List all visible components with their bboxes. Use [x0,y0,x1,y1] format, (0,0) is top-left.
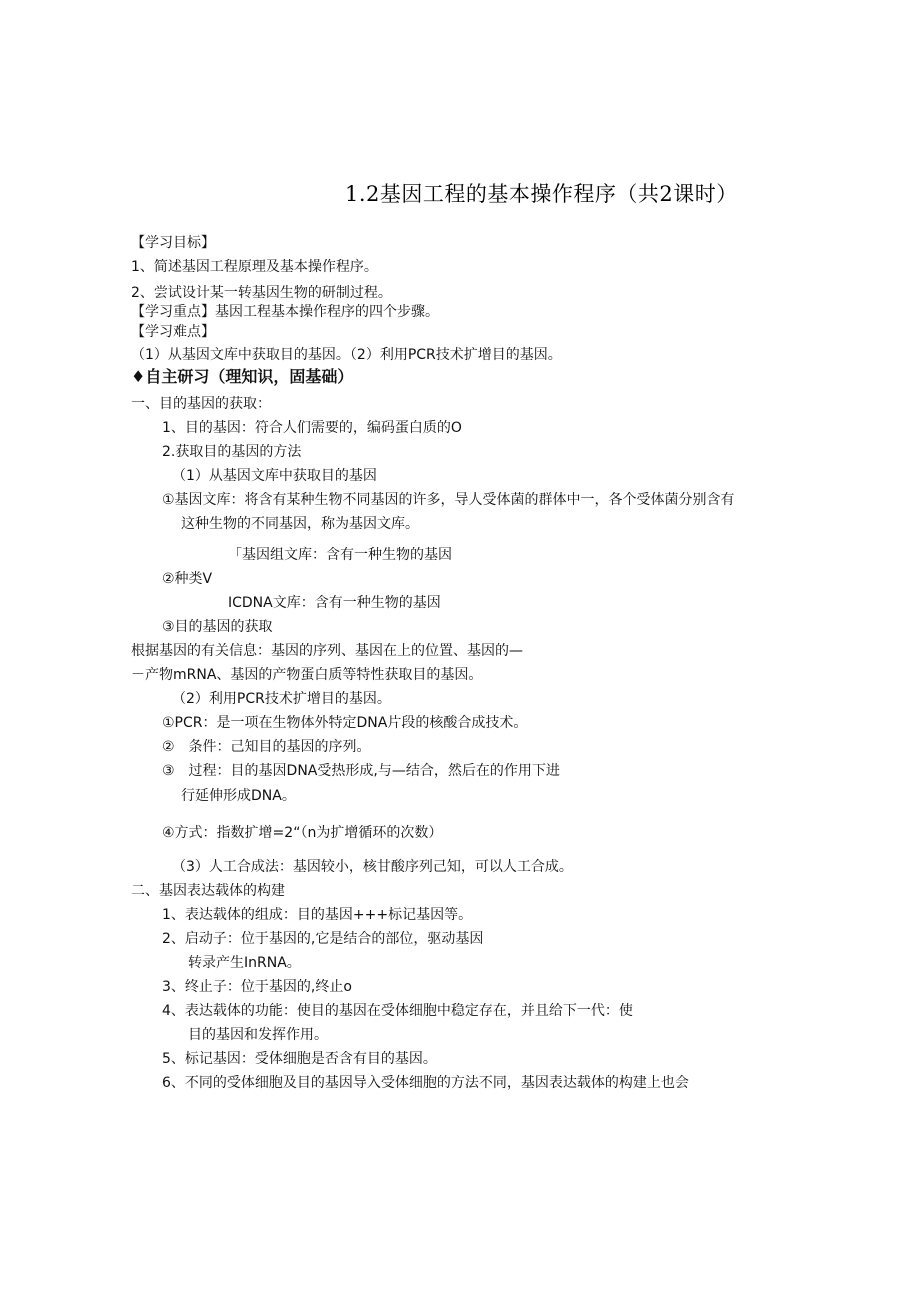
item-target-gene: 1、目的基因：符合人们需要的，编码蛋白质的O [162,420,462,436]
pcr-conditions: ② 条件：己知目的基因的序列。 [162,739,371,755]
difficulties-text: （1）从基因文库中获取目的基因。（2）利用PCR技术扩增目的基因。 [131,347,562,363]
pcr-process-continuation: 行延伸形成DNA。 [181,788,296,804]
vector-function-continuation: 目的基因和发挥作用。 [188,1027,328,1043]
vector-composition: 1、表达载体的组成：目的基因+++标记基因等。 [162,907,473,923]
pcr-process: ③ 过程：目的基因DNA受热形成,与—结合，然后在的作用下进 [162,763,560,779]
key-points-line: 【学习重点】基因工程基本操作程序的四个步骤。 [131,304,439,320]
receptor-cell-line: 6、不同的受体细胞及目的基因导入受体细胞的方法不同，基因表达载体的构建上也会 [162,1075,689,1091]
genomic-library-line: 「基因组文库：含有一种生物的基因 [228,547,452,563]
gene-info-line: 根据基因的有关信息：基因的序列、基因在上的位置、基因的— [131,643,523,659]
document-title: 1.2基因工程的基本操作程序（共2课时） [345,182,738,206]
goal-item-2: 2、尝试设计某一转基因生物的研制过程。 [131,285,392,301]
learning-goals-heading: 【学习目标】 [131,235,215,251]
promoter-line: 2、启动子：位于基因的,它是结合的部位，驱动基因 [162,931,484,947]
goal-item-1: 1、简述基因工程原理及基本操作程序。 [131,259,378,275]
method-3-line: （3）人工合成法：基因较小，核甘酸序列己知，可以人工合成。 [172,859,573,875]
section-1-heading: 一、目的基因的获取： [131,396,271,412]
gene-info-continuation: －产物mRNA、基因的产物蛋白质等特性获取目的基因。 [131,667,483,683]
method-1-heading: （1）从基因文库中获取目的基因 [172,468,377,484]
vector-function: 4、表达载体的功能：使目的基因在受体细胞中稳定存在，并且给下一代：使 [162,1003,633,1019]
difficulties-heading: 【学习难点】 [131,324,215,340]
pcr-mode: ④方式：指数扩增=2“（n为扩增循环的次数） [162,825,443,841]
gene-library-definition: ①基因文库：将含有某种生物不同基因的许多，导人受体菌的群体中一，各个受体菌分别含有 [162,492,735,508]
method-2-heading: （2）利用PCR技术扩增目的基因。 [172,691,391,707]
item-methods: 2.获取目的基因的方法 [162,444,302,460]
section-2-heading: 二、基因表达载体的构建 [131,883,285,899]
terminator-line: 3、终止子：位于基因的,终止o [162,979,352,995]
pcr-definition: ①PCR：是一项在生物体外特定DNA片段的核酸合成技术。 [162,715,528,731]
cdna-library-line: ICDNA文库：含有一种生物的基因 [228,595,441,611]
promoter-continuation: 转录产生InRNA。 [188,955,301,971]
gene-acquisition-heading: ③目的基因的获取 [162,619,273,635]
library-types-line: ②种类V [162,571,213,587]
self-study-heading: ♦自主研习（理知识，固基础） [131,367,354,386]
marker-gene-line: 5、标记基因：受体细胞是否含有目的基因。 [162,1051,437,1067]
gene-library-continuation: 这种生物的不同基因，称为基因文库。 [181,516,419,532]
